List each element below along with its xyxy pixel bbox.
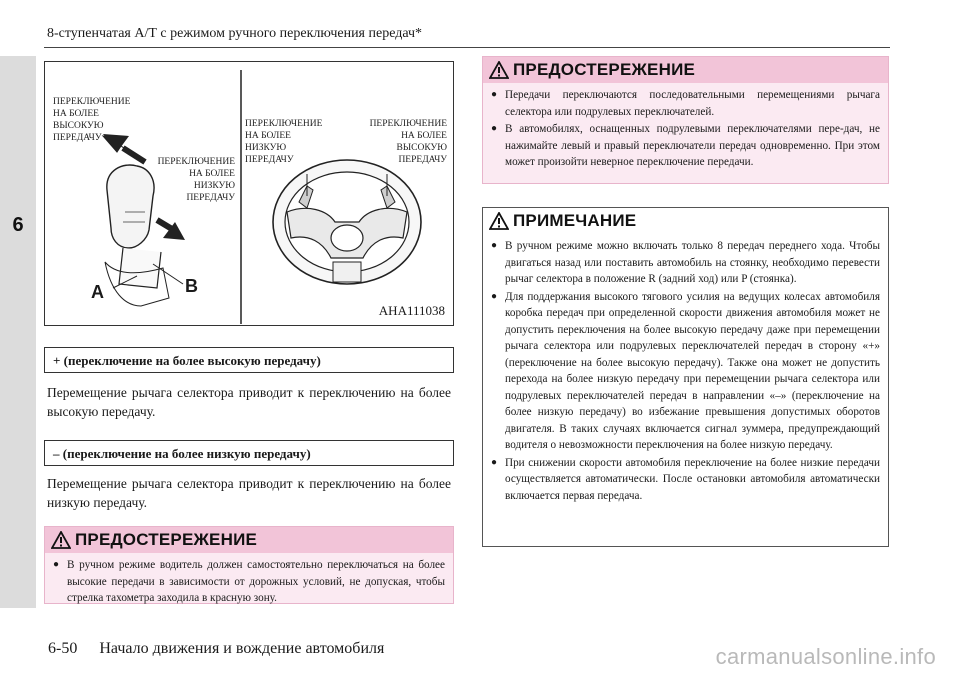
- note-triangle-icon: [489, 212, 509, 230]
- warning-triangle-icon: [489, 61, 509, 79]
- warning-header: [45, 527, 453, 553]
- note-title: ПРИМЕЧАНИЕ: [513, 211, 637, 230]
- note-header: [483, 208, 888, 234]
- upshift-paddle-label: ПЕРЕКЛЮЧЕНИЕ НА БОЛЕЕ ВЫСОКУЮ ПЕРЕДАЧУ: [369, 119, 447, 165]
- page-number: 6-50: [48, 640, 78, 657]
- warning-title: ПРЕДОСТЕРЕЖЕНИЕ: [75, 530, 258, 549]
- warning-triangle-icon: [51, 531, 71, 549]
- downshift-text: Перемещение рычага селектора приводит к переключению на более низкую передачу.: [47, 476, 451, 510]
- bullet-icon: ●: [491, 240, 498, 251]
- watermark: carmanualsonline.info: [715, 644, 936, 669]
- note-item: ● В ручном режиме можно включать только 8 передач переднего хода. Чтобы двигаться назад или поставить автомобиль на стоянку, необходимо перевести рычаг селектора в положение R (задний ход) или P (стоянка).: [491, 240, 880, 285]
- bullet-icon: ●: [53, 559, 60, 570]
- warning-item: ● Передачи переключаются последовательными перемещениями рычага селектора или подрулевых переключателей.: [491, 89, 880, 118]
- bullet-icon: ●: [491, 290, 498, 302]
- bullet-icon: ●: [491, 123, 498, 134]
- header-divider: [44, 47, 890, 48]
- warning-box-left: [44, 526, 454, 604]
- warning-item: ● В автомобилях, оснащенных подрулевыми переключателями пере-дач, не нажимайте левый и правый переключатели передач одновременно. При этом может произойти неверное переключение передачи.: [491, 123, 880, 168]
- upshift-heading: + (переключение на более высокую передачу): [44, 347, 454, 373]
- gear-shift-figure: [44, 61, 454, 326]
- warning-header: [483, 57, 888, 83]
- bullet-icon: ●: [491, 89, 498, 100]
- upshift-text: Перемещение рычага селектора приводит к переключению на более высокую передачу.: [47, 385, 451, 419]
- downshift-lever-label: ПЕРЕКЛЮЧЕНИЕ НА БОЛЕЕ НИЗКУЮ ПЕРЕДАЧУ: [157, 157, 235, 203]
- page-header-title: 8-ступенчатая А/Т с режимом ручного переключения передач*: [47, 26, 423, 41]
- chapter-tab: [0, 56, 36, 608]
- warning-box-right: [482, 56, 889, 184]
- chapter-number: 6: [12, 214, 24, 236]
- callout-b: B: [185, 276, 198, 296]
- downshift-paddle-label: ПЕРЕКЛЮЧЕНИЕ НА БОЛЕЕ НИЗКУЮ ПЕРЕДАЧУ: [245, 119, 323, 165]
- note-box: [482, 207, 889, 547]
- upshift-lever-label: ПЕРЕКЛЮЧЕНИЕ НА БОЛЕЕ ВЫСОКУЮ ПЕРЕДАЧУ: [53, 97, 131, 143]
- page-footer: [48, 640, 384, 658]
- figure-code: AHA111038: [378, 303, 445, 318]
- callout-a: A: [91, 282, 104, 302]
- note-item: ● При снижении скорости автомобиля переключение на более низкие передачи осуществляется автоматически. После остановки автомобиля автоматически включается первая передача.: [491, 456, 880, 502]
- bullet-icon: ●: [491, 456, 498, 468]
- note-item: ● Для поддержания высокого тягового усилия на ведущих колесах автомобиля коробка передач при определенной скорости движения автомобиля может не допустить переключения на более высокую передачу даже при перемещении рычага селектора или подрулевых переключателей передач в сторону «+» (переключение на более высокую передачу). Также она может не допустить перехода на более низкую передачу при перемещении рычага селектора или подрулевых переключателей передач в направлении «–» (переключение на более низкую передачу) во избежание превышения допустимых оборотов двигателя. В таких случаях включается сигнал зуммера, предупреждающий водителя о невозможности переключения на более низкую передачу.: [491, 290, 880, 451]
- warning-item: ● В ручном режиме водитель должен самостоятельно переключаться на более высокие передачи в зависимости от дорожных условий, не допуская, чтобы стрелка тахометра заходила в красную зону.: [53, 559, 445, 604]
- downshift-heading: – (переключение на более низкую передачу): [44, 440, 454, 466]
- section-title: Начало движения и вождение автомобиля: [99, 640, 385, 657]
- warning-title: ПРЕДОСТЕРЕЖЕНИЕ: [513, 60, 696, 79]
